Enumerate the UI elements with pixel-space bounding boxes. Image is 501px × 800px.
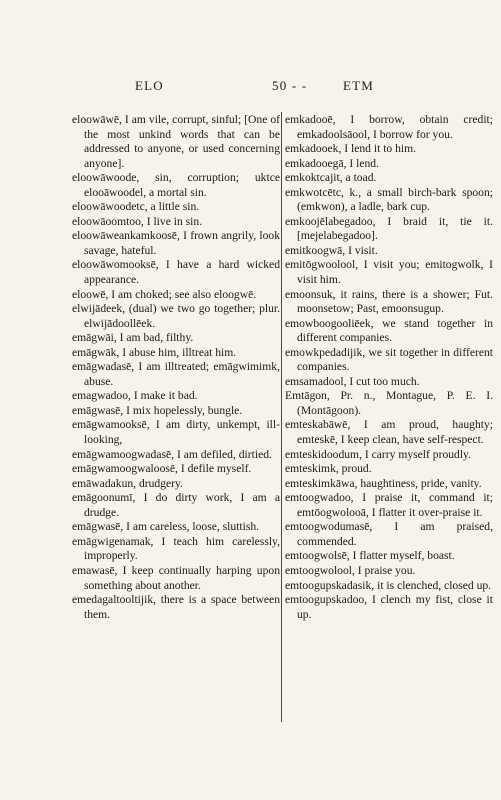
dictionary-entry: emāgwamooksē, I am dirty, unkempt, ill-looking, <box>72 418 280 447</box>
dictionary-entry: eloowāwomooksē, I have a hard wicked appearance. <box>72 258 280 287</box>
dictionary-entry: emkoktcajit, a toad. <box>285 171 377 185</box>
dictionary-entry: emteskabāwē, I am proud, haughty; emteskē, I keep clean, have self-respect. <box>285 418 493 447</box>
dictionary-entry: emtoogwodumasē, I am praised, commended. <box>285 520 493 548</box>
dictionary-entry: emkadooē, I borrow, obtain credit; emkadoolsāool, I borrow for you. <box>285 113 493 141</box>
dictionary-entry: emtoogupskadoo, I clench my fist, close it up. <box>285 593 493 621</box>
dictionary-entry: emoonsuk, it rains, there is a shower; Fut. moonsetow; Past, emoonsugup. <box>285 287 493 316</box>
dictionary-entry: eloowāwoodetc, a little sin. <box>72 200 200 214</box>
dictionary-entry: Emtāgon, Pr. n., Montague, P. E. I. (Montāgoon). <box>285 389 493 417</box>
dictionary-entry: emāgoonumī, I do dirty work, I am a drudge. <box>72 491 280 519</box>
dictionary-entry: emowboogooliēek, we stand together in different companies. <box>285 316 493 345</box>
dictionary-entry: emteskimkāwa, haughtiness, pride, vanity. <box>285 476 482 490</box>
left-column <box>72 113 280 622</box>
dictionary-entry: emteskidoodum, I carry myself proudly. <box>285 447 471 461</box>
dictionary-entry: eloowāwē, I am vile, corrupt, sinful; [One of the most unkind words that can be addressed to anyone, or used concerning anyone]. <box>72 113 280 170</box>
dictionary-entry: emkadooek, I lend it to him. <box>285 142 417 156</box>
dictionary-entry: emedagaltooltijik, there is a space between them. <box>72 593 280 621</box>
dictionary-entry: emteskimk, proud. <box>285 462 372 476</box>
page-number: 50 - - <box>272 78 308 93</box>
dictionary-entry: emkwotcētc, k., a small birch-bark spoon; (emkwon), a ladle, bark cup. <box>285 185 493 214</box>
dictionary-entry: emtoogwolool, I praise you. <box>285 563 416 577</box>
dictionary-entry: emtoogupskadasik, it is clenched, closed up. <box>285 578 492 592</box>
dictionary-entry: emkoojēlabegadoo, I braid it, tie it. [mejelabegadoo]. <box>285 214 493 243</box>
dictionary-entry: emitōgwoolool, I visit you; emitogwolk, I visit him. <box>285 258 493 287</box>
dictionary-entry: emkadooegā, I lend. <box>285 156 380 170</box>
dictionary-entry: eloowāwoode, sin, corruption; uktce elooāwoodel, a mortal sin. <box>72 171 280 199</box>
dictionary-entry: emtoogwolsē, I flatter myself, boast. <box>285 549 455 563</box>
dictionary-entry: emāwadakun, drudgery. <box>72 476 183 490</box>
column-divider <box>281 112 282 722</box>
dictionary-entry: emagwadoo, I make it bad. <box>72 389 198 403</box>
dictionary-entry: emāgwāi, I am bad, filthy. <box>72 331 194 345</box>
dictionary-entry: emawasē, I keep continually harping upon something about another. <box>72 563 280 592</box>
dictionary-entry: emāgwadasē, I am illtreated; emāgwimimk, abuse. <box>72 360 280 388</box>
dictionary-entry: emsamadool, I cut too much. <box>285 374 420 388</box>
dictionary-entry: elwijādeek, (dual) we two go together; plur. elwijādoollēek. <box>72 302 280 330</box>
dictionary-entry: emāgwāk, I abuse him, illtreat him. <box>72 345 237 359</box>
dictionary-entry: emāgwamoogwaloosē, I defile myself. <box>72 462 252 476</box>
running-header <box>0 78 501 98</box>
dictionary-entry: emāgwigenamak, I teach him carelessly, improperly. <box>72 534 280 563</box>
dictionary-entry: emowkpedadijik, we sit together in different companies. <box>285 345 493 374</box>
header-last-word: ETM <box>343 78 375 93</box>
right-column <box>285 113 493 622</box>
dictionary-entry: emitkoogwā, I visit. <box>285 243 378 257</box>
dictionary-entry: eloowāoomtoo, I live in sin. <box>72 214 203 228</box>
dictionary-entry: eloowē, I am choked; see also eloogwē. <box>72 287 257 301</box>
dictionary-entry: emāgwamoogwadasē, I am defiled, dirtied. <box>72 447 272 461</box>
dictionary-entry: eloowāweankamkoosē, I frown angrily, look savage, hateful. <box>72 229 280 257</box>
dictionary-entry: emtoogwadoo, I praise it, command it; emtōogwolooā, I flatter it over-praise it. <box>285 491 493 519</box>
header-first-word: ELO <box>135 78 164 93</box>
dictionary-entry: emāgwasē, I mix hopelessly, bungle. <box>72 403 243 417</box>
dictionary-entry: emāgwasē, I am careless, loose, sluttish. <box>72 520 260 534</box>
